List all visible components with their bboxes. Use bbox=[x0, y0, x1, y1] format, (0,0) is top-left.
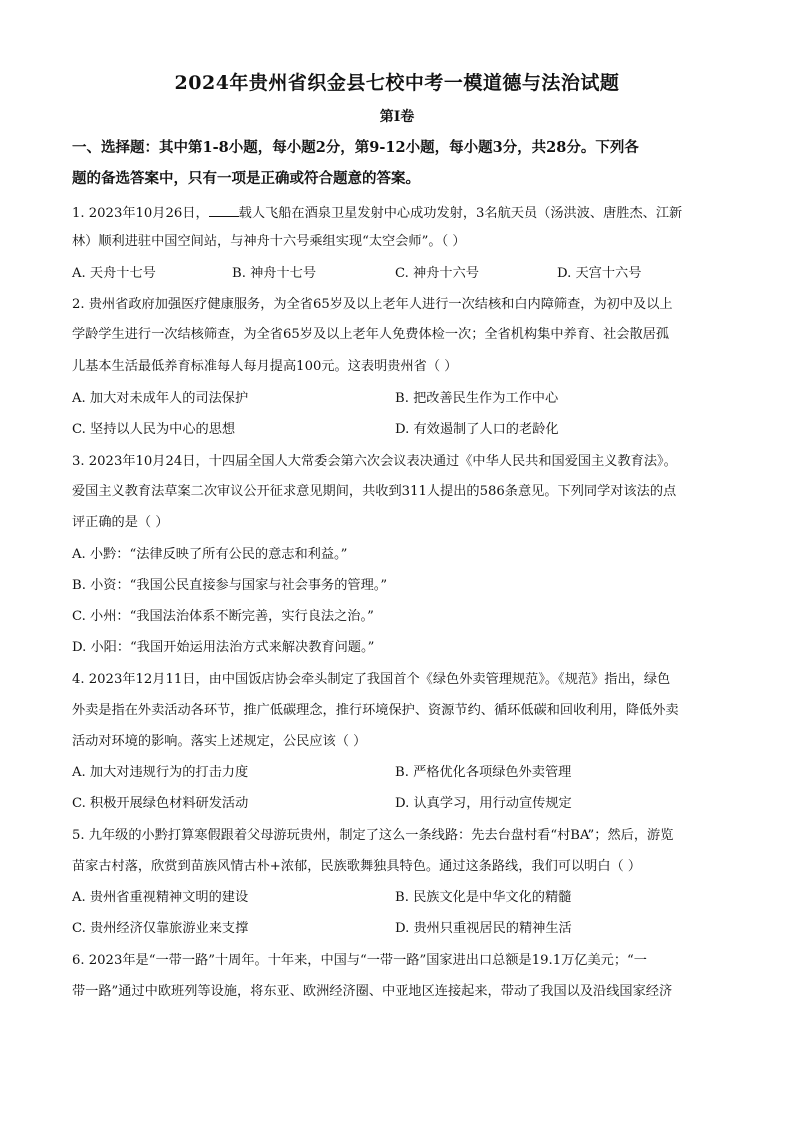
question-5-line-1: 5. 九年级的小黔打算寒假跟着父母游玩贵州，制定了这么一条线路：先去台盘村看“村BA”；然后，游览 bbox=[72, 828, 674, 843]
q5-option-a: A. 贵州省重视精神文明的建设 bbox=[72, 890, 249, 905]
question-3-line-2: 爱国主义教育法草案二次审议公开征求意见期间，共收到311人提出的586条意见。下列同学对该法的点 bbox=[72, 484, 677, 499]
question-5-line-2: 苗家古村落，欣赏到苗族风情古朴+浓郁，民族歌舞独具特色。通过这条路线，我们可以明白（ ） bbox=[72, 859, 642, 874]
question-1-line-1 bbox=[72, 203, 732, 224]
q1-option-d: D. 天宫十六号 bbox=[557, 266, 642, 281]
question-6-line-1: 6. 2023年是“一带一路”十周年。十年来，中国与“一带一路”国家进出口总额是19.1万亿美元；“一 bbox=[72, 953, 647, 968]
question-6-line-2: 带一路”通过中欧班列等设施，将东亚、欧洲经济圈、中亚地区连接起来，带动了我国以及沿线国家经济 bbox=[72, 984, 673, 999]
question-2-line-3: 儿基本生活最低养育标准每人每月提高100元。这表明贵州省（ ） bbox=[72, 359, 458, 374]
q4-option-a: A. 加大对违规行为的打击力度 bbox=[72, 765, 249, 780]
q3-option-b: B. 小资：“我国公民直接参与国家与社会事务的管理。” bbox=[72, 578, 388, 593]
q1-option-a: A. 天舟十七号 bbox=[72, 266, 156, 281]
q5-option-b: B. 民族文化是中华文化的精髓 bbox=[395, 890, 572, 905]
question-2-line-1: 2. 贵州省政府加强医疗健康服务，为全省65岁及以上老年人进行一次结核和白内障筛查，为初中及以上 bbox=[72, 297, 673, 312]
q2-option-c: C. 坚持以人民为中心的思想 bbox=[72, 422, 236, 437]
q4-option-c: C. 积极开展绿色材料研发活动 bbox=[72, 796, 249, 811]
answer-blank bbox=[209, 203, 239, 217]
question-4-line-2: 外卖是指在外卖活动各环节，推广低碳理念，推行环境保护、资源节约、循环低碳和回收利用，降低外卖 bbox=[72, 703, 679, 718]
question-1-stem-post: 载人飞船在酒泉卫星发射中心成功发射，3名航天员（汤洪波、唐胜杰、江新 bbox=[238, 206, 683, 221]
q2-option-d: D. 有效遏制了人口的老龄化 bbox=[395, 422, 559, 437]
q2-option-a: A. 加大对未成年人的司法保护 bbox=[72, 391, 249, 406]
q3-option-c: C. 小州：“我国法治体系不断完善，实行良法之治。” bbox=[72, 609, 374, 624]
question-1-stem-pre: 1. 2023年10月26日， bbox=[72, 206, 209, 221]
section-heading-line-1: 一、选择题：其中第1-8小题，每小题2分，第9-12小题，每小题3分，共28分。下列各 bbox=[72, 139, 639, 156]
q5-option-c: C. 贵州经济仅靠旅游业来支撑 bbox=[72, 921, 249, 936]
section-heading-line-2: 题的备选答案中，只有一项是正确或符合题意的答案。 bbox=[72, 170, 420, 187]
question-3-line-3: 评正确的是（ ） bbox=[72, 515, 169, 530]
question-4-line-1: 4. 2023年12月11日，由中国饭店协会牵头制定了我国首个《绿色外卖管理规范》。《规范》指出，绿色 bbox=[72, 672, 671, 687]
question-3-line-1: 3. 2023年10月24日，十四届全国人大常委会第六次会议表决通过《中华人民共和国爱国主义教育法》。 bbox=[72, 454, 677, 469]
q3-option-a: A. 小黔：“法律反映了所有公民的意志和利益。” bbox=[72, 547, 348, 562]
question-4-line-3: 活动对环境的影响。落实上述规定，公民应该（ ） bbox=[72, 734, 367, 749]
q3-option-d: D. 小阳：“我国开始运用法治方式来解决教育问题。” bbox=[72, 640, 375, 655]
q5-option-d: D. 贵州只重视居民的精神生活 bbox=[395, 921, 572, 936]
q2-option-b: B. 把改善民生作为工作中心 bbox=[395, 391, 559, 406]
exam-title: 2024年贵州省织金县七校中考一模道德与法治试题 bbox=[174, 72, 620, 94]
question-1-line-2: 林）顺利进驻中国空间站，与神舟十六号乘组实现“太空会师”。（ ） bbox=[72, 234, 466, 249]
question-2-line-2: 学龄学生进行一次结核筛查，为全省65岁及以上老年人免费体检一次；全省机构集中养育、社会散居孤 bbox=[72, 327, 670, 342]
q1-option-c: C. 神舟十六号 bbox=[395, 266, 479, 281]
volume-label: 第Ⅰ卷 bbox=[379, 109, 415, 125]
q4-option-b: B. 严格优化各项绿色外卖管理 bbox=[395, 765, 572, 780]
q1-option-b: B. 神舟十七号 bbox=[232, 266, 317, 281]
q4-option-d: D. 认真学习，用行动宣传规定 bbox=[395, 796, 572, 811]
